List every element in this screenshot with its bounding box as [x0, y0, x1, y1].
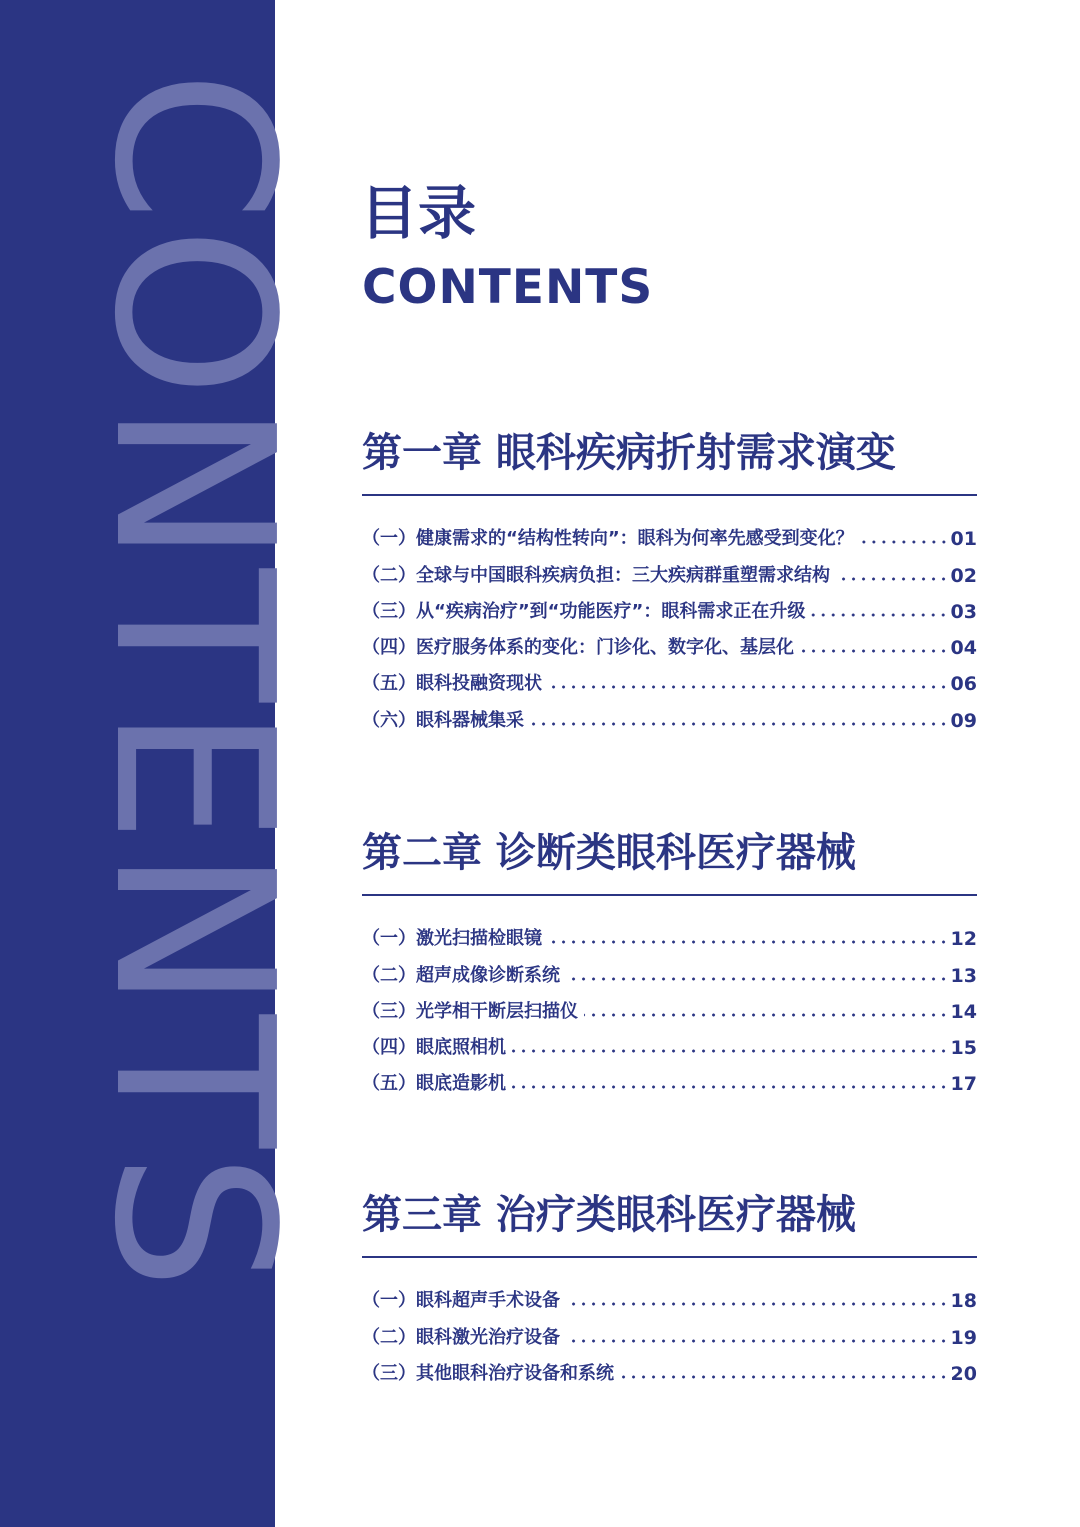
toc-entry[interactable]	[362, 914, 977, 950]
toc-entry-label: （四）眼底照相机	[362, 1037, 506, 1059]
chapter-divider	[362, 894, 977, 896]
toc-entry[interactable]	[362, 1023, 977, 1059]
chapter-1	[362, 424, 977, 732]
toc-entry-page: 04	[950, 637, 977, 660]
toc-list	[362, 1276, 977, 1385]
toc-entry-page: 15	[950, 1037, 977, 1060]
toc-entry[interactable]	[362, 659, 977, 695]
toc-list	[362, 914, 977, 1095]
dot-leader	[836, 577, 949, 581]
toc-entry[interactable]	[362, 987, 977, 1023]
page-title-en: CONTENTS	[362, 260, 654, 315]
dot-leader	[512, 1049, 949, 1053]
toc-entry-label: （五）眼底造影机	[362, 1073, 506, 1095]
dot-leader	[548, 685, 949, 689]
toc-entry[interactable]	[362, 623, 977, 659]
toc-entry[interactable]	[362, 514, 977, 550]
toc-entry-label: （一）激光扫描检眼镜	[362, 928, 542, 950]
dot-leader	[584, 1013, 949, 1017]
chapter-divider	[362, 494, 977, 496]
toc-entry-page: 09	[950, 709, 977, 732]
toc-entry[interactable]	[362, 1312, 977, 1348]
toc-entry-page: 06	[950, 673, 977, 696]
dot-leader	[548, 940, 949, 944]
toc-entry-page: 01	[950, 528, 977, 551]
chapter-divider	[362, 1256, 977, 1258]
toc-list	[362, 514, 977, 732]
toc-entry-label: （三）其他眼科治疗设备和系统	[362, 1362, 614, 1384]
chapter-title: 第三章 治疗类眼科医疗器械	[362, 1192, 856, 1238]
toc-entry[interactable]	[362, 1059, 977, 1095]
toc-entry-page: 20	[950, 1362, 977, 1385]
dot-leader	[566, 1339, 949, 1343]
toc-entry[interactable]	[362, 950, 977, 986]
toc-entry-page: 17	[950, 1073, 977, 1096]
toc-entry[interactable]	[362, 587, 977, 623]
toc-entry-page: 13	[950, 964, 977, 987]
dot-leader	[530, 722, 949, 726]
toc-entry-page: 12	[950, 928, 977, 951]
toc-entry[interactable]	[362, 1276, 977, 1312]
dot-leader	[800, 649, 949, 653]
page-title-cn: 目录	[360, 179, 477, 247]
toc-entry-label: （四）医疗服务体系的变化：门诊化、数字化、基层化	[362, 637, 794, 659]
toc-entry[interactable]	[362, 695, 977, 731]
chapter-title: 第二章 诊断类眼科医疗器械	[362, 830, 856, 876]
toc-entry[interactable]	[362, 550, 977, 586]
toc-entry-page: 18	[950, 1290, 977, 1313]
dot-leader	[566, 1302, 949, 1306]
side-color-band	[0, 0, 319, 1527]
toc-entry-label: （五）眼科投融资现状	[362, 673, 542, 695]
dot-leader	[620, 1375, 949, 1379]
dot-leader	[512, 1085, 949, 1089]
toc-entry-page: 03	[950, 600, 977, 623]
toc-entry-page: 02	[950, 564, 977, 587]
toc-entry-page: 14	[950, 1000, 977, 1023]
dot-leader	[566, 977, 949, 981]
toc-entry-label: （二）全球与中国眼科疾病负担：三大疾病群重塑需求结构	[362, 564, 830, 586]
toc-entry-label: （六）眼科器械集采	[362, 709, 524, 731]
toc-entry[interactable]	[362, 1349, 977, 1385]
side-watermark-text: CONTENTS	[66, 70, 319, 1295]
dot-leader	[860, 540, 949, 544]
toc-entry-label: （一）健康需求的“结构性转向”：眼科为何率先感受到变化？	[362, 528, 854, 550]
chapter-3	[362, 1186, 977, 1385]
toc-entry-label: （一）眼科超声手术设备	[362, 1290, 560, 1312]
chapter-title: 第一章 眼科疾病折射需求演变	[362, 430, 896, 476]
dot-leader	[811, 613, 948, 617]
chapter-2	[362, 824, 977, 1095]
toc-entry-label: （三）光学相干断层扫描仪	[362, 1000, 578, 1022]
toc-entry-label: （二）超声成像诊断系统	[362, 964, 560, 986]
toc-entry-label: （三）从“疾病治疗”到“功能医疗”：眼科需求正在升级	[362, 600, 806, 622]
toc-entry-label: （二）眼科激光治疗设备	[362, 1326, 560, 1348]
toc-entry-page: 19	[950, 1326, 977, 1349]
